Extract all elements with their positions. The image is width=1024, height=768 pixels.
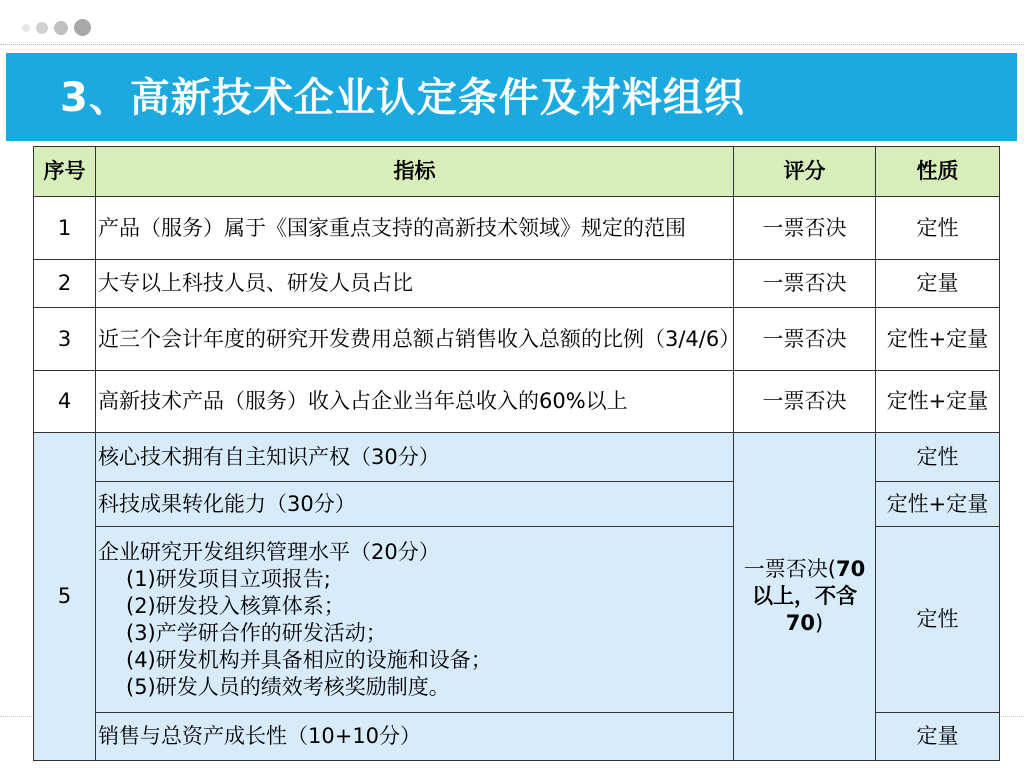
group5-indicator: 核心技术拥有自主知识产权（30分） — [96, 433, 734, 482]
row-nature: 定性+定量 — [876, 308, 1000, 371]
group5-indicator: 科技成果转化能力（30分） — [96, 482, 734, 527]
slide-title: 3、高新技术企业认定条件及材料组织 — [60, 75, 745, 121]
header-nature: 性质 — [876, 147, 1000, 197]
row-score: 一票否决 — [734, 308, 876, 371]
group5-subitem: (1)研发项目立项报告; — [126, 566, 331, 591]
group5-score — [734, 433, 876, 761]
group5-nature: 定性 — [876, 433, 1000, 482]
table-header-row — [34, 147, 1000, 197]
row-indicator: 高新技术产品（服务）收入占企业当年总收入的60%以上 — [96, 371, 734, 433]
group5-score-prefix: 一票否决( — [743, 557, 836, 581]
table-row — [34, 433, 1000, 482]
group5-subitem: (2)研发投入核算体系； — [126, 593, 345, 618]
group5-nature: 定量 — [876, 713, 1000, 761]
group5-score-bold: 70以上，不含70 — [752, 557, 866, 635]
row-num: 4 — [34, 371, 96, 433]
group5-score-suffix: ) — [815, 611, 824, 635]
row-indicator: 大专以上科技人员、研发人员占比 — [96, 260, 734, 308]
group5-subitem: (3)产学研合作的研发活动； — [126, 620, 387, 645]
group5-subitem: (5)研发人员的绩效考核奖励制度。 — [126, 674, 450, 699]
row-nature: 定量 — [876, 260, 1000, 308]
row-score: 一票否决 — [734, 197, 876, 260]
table-row — [34, 371, 1000, 433]
top-divider — [0, 44, 1024, 45]
header-indicator: 指标 — [96, 147, 734, 197]
group5-nature: 定性+定量 — [876, 482, 1000, 527]
row-indicator: 产品（服务）属于《国家重点支持的高新技术领域》规定的范围 — [96, 197, 734, 260]
table-row — [34, 260, 1000, 308]
row-score: 一票否决 — [734, 260, 876, 308]
group5-subitem: (4)研发机构并具备相应的设施和设备； — [126, 647, 492, 672]
header-score: 评分 — [734, 147, 876, 197]
header-num: 序号 — [34, 147, 96, 197]
row-num: 1 — [34, 197, 96, 260]
row-indicator: 近三个会计年度的研究开发费用总额占销售收入总额的比例（3/4/6） — [96, 308, 734, 371]
table-row — [34, 197, 1000, 260]
row-score: 一票否决 — [734, 371, 876, 433]
row-num: 2 — [34, 260, 96, 308]
criteria-table — [33, 146, 1000, 761]
row-nature: 定性 — [876, 197, 1000, 260]
row-nature: 定性+定量 — [876, 371, 1000, 433]
group5-indicator-block — [96, 527, 734, 713]
group5-indicator: 企业研究开发组织管理水平（20分） — [98, 539, 440, 564]
group5-nature: 定性 — [876, 527, 1000, 713]
table-row — [34, 308, 1000, 371]
row-num: 3 — [34, 308, 96, 371]
group5-indicator: 销售与总资产成长性（10+10分） — [96, 713, 734, 761]
group5-num: 5 — [34, 433, 96, 761]
